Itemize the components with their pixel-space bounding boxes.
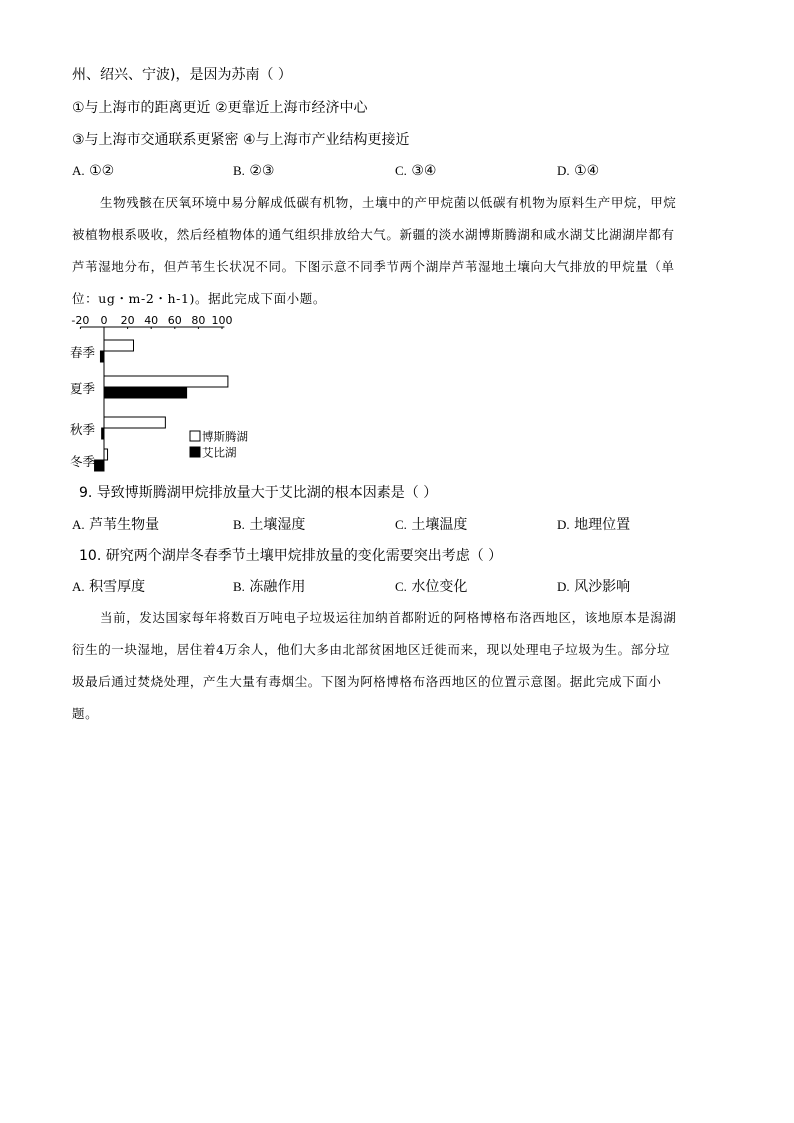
q8-statement-1: ①与上海市的距离更近 ②更靠近上海市经济中心 bbox=[72, 100, 368, 116]
option-key: B. bbox=[233, 579, 245, 594]
option-text: ①② bbox=[89, 163, 115, 179]
option-key: A. bbox=[72, 517, 85, 532]
q9-option-c[interactable] bbox=[395, 515, 467, 535]
q10-option-d[interactable] bbox=[557, 577, 630, 597]
bar-ebinur-lake bbox=[102, 428, 104, 439]
option-text: ③④ bbox=[411, 163, 437, 179]
bar-bosten-lake bbox=[104, 449, 108, 460]
option-text: ①④ bbox=[574, 163, 600, 179]
option-key: C. bbox=[395, 163, 407, 178]
category-label: 秋季 bbox=[70, 422, 96, 437]
x-tick-label: 20 bbox=[120, 314, 135, 327]
passage1-line-3: 芦苇湿地分布，但芦苇生长状况不同。下图示意不同季节两个湖岸芦苇湿地土壤向大气排放的甲烷量（单 bbox=[72, 259, 675, 274]
x-tick-label: 60 bbox=[167, 314, 182, 327]
passage1-line-4: 位：ug・m-2・h-1)。据此完成下面小题。 bbox=[72, 291, 326, 306]
option-text: 风沙影响 bbox=[574, 579, 631, 595]
legend-swatch bbox=[190, 447, 200, 457]
q8-stem: 州、绍兴、宁波)，是因为苏南（ ） bbox=[72, 67, 292, 83]
methane-emission-chart bbox=[66, 312, 266, 472]
bar-bosten-lake bbox=[104, 340, 134, 351]
option-text: ②③ bbox=[249, 163, 275, 179]
option-key: D. bbox=[557, 517, 570, 532]
x-tick-label: 40 bbox=[144, 314, 159, 327]
passage1-line-1: 生物残骸在厌氧环境中易分解成低碳有机物，土壤中的产甲烷菌以低碳有机物为原料生产甲烷，甲烷 bbox=[100, 195, 677, 210]
category-label: 冬季 bbox=[70, 454, 96, 469]
q8-statement-2: ③与上海市交通联系更紧密 ④与上海市产业结构更接近 bbox=[72, 132, 410, 148]
q9-stem: 9. 导致博斯腾湖甲烷排放量大于艾比湖的根本因素是（ ） bbox=[79, 485, 438, 501]
option-text: 土壤湿度 bbox=[249, 517, 306, 533]
category-label: 夏季 bbox=[70, 381, 96, 396]
passage2-line-2: 衍生的一块湿地，居住着4万余人，他们大多由北部贫困地区迁徙而来，现以处理电子垃圾为生。部分垃 bbox=[72, 642, 671, 657]
option-key: C. bbox=[395, 579, 407, 594]
q8-option-b[interactable] bbox=[233, 161, 274, 181]
bar-ebinur-lake bbox=[104, 387, 187, 398]
legend-swatch bbox=[190, 431, 200, 441]
option-text: 积雪厚度 bbox=[89, 579, 146, 595]
bar-ebinur-lake bbox=[95, 460, 104, 471]
q8-option-a[interactable] bbox=[72, 161, 114, 181]
x-tick-label: 0 bbox=[100, 314, 108, 327]
q10-option-b[interactable] bbox=[233, 577, 305, 597]
passage2-line-3: 圾最后通过焚烧处理，产生大量有毒烟尘。下图为阿格博格布洛西地区的位置示意图。据此完成下面小 bbox=[72, 674, 662, 689]
category-label: 春季 bbox=[70, 345, 96, 360]
bar-ebinur-lake bbox=[100, 351, 104, 362]
option-key: B. bbox=[233, 517, 245, 532]
q9-option-d[interactable] bbox=[557, 515, 630, 535]
option-text: 水位变化 bbox=[411, 579, 468, 595]
option-key: D. bbox=[557, 579, 570, 594]
q8-option-d[interactable] bbox=[557, 161, 599, 181]
q10-option-c[interactable] bbox=[395, 577, 467, 597]
option-key: D. bbox=[557, 163, 570, 178]
option-text: 地理位置 bbox=[574, 517, 631, 533]
legend-label: 博斯腾湖 bbox=[202, 429, 248, 444]
option-key: A. bbox=[72, 163, 85, 178]
bar-bosten-lake bbox=[104, 417, 165, 428]
q9-option-b[interactable] bbox=[233, 515, 305, 535]
x-tick-label: 100 bbox=[211, 314, 233, 327]
q10-stem: 10. 研究两个湖岸冬春季节土壤甲烷排放量的变化需要突出考虑（ ） bbox=[79, 548, 503, 564]
option-text: 土壤温度 bbox=[411, 517, 468, 533]
q10-option-a[interactable] bbox=[72, 577, 145, 597]
q8-option-c[interactable] bbox=[395, 161, 436, 181]
x-tick-label: -20 bbox=[71, 314, 90, 327]
passage2-line-1: 当前，发达国家每年将数百万吨电子垃圾运往加纳首都附近的阿格博格布洛西地区，该地原本是潟湖 bbox=[100, 610, 677, 625]
option-text: 冻融作用 bbox=[249, 579, 306, 595]
option-key: B. bbox=[233, 163, 245, 178]
bar-bosten-lake bbox=[104, 376, 228, 387]
x-tick-label: 80 bbox=[191, 314, 206, 327]
q9-option-a[interactable] bbox=[72, 515, 159, 535]
option-text: 芦苇生物量 bbox=[89, 517, 160, 533]
option-key: A. bbox=[72, 579, 85, 594]
passage1-line-2: 被植物根系吸收，然后经植物体的通气组织排放给大气。新疆的淡水湖博斯腾湖和咸水湖艾比湖湖岸都有 bbox=[72, 227, 675, 242]
legend-label: 艾比湖 bbox=[202, 445, 237, 460]
option-key: C. bbox=[395, 517, 407, 532]
passage2-line-4: 题。 bbox=[72, 706, 99, 721]
